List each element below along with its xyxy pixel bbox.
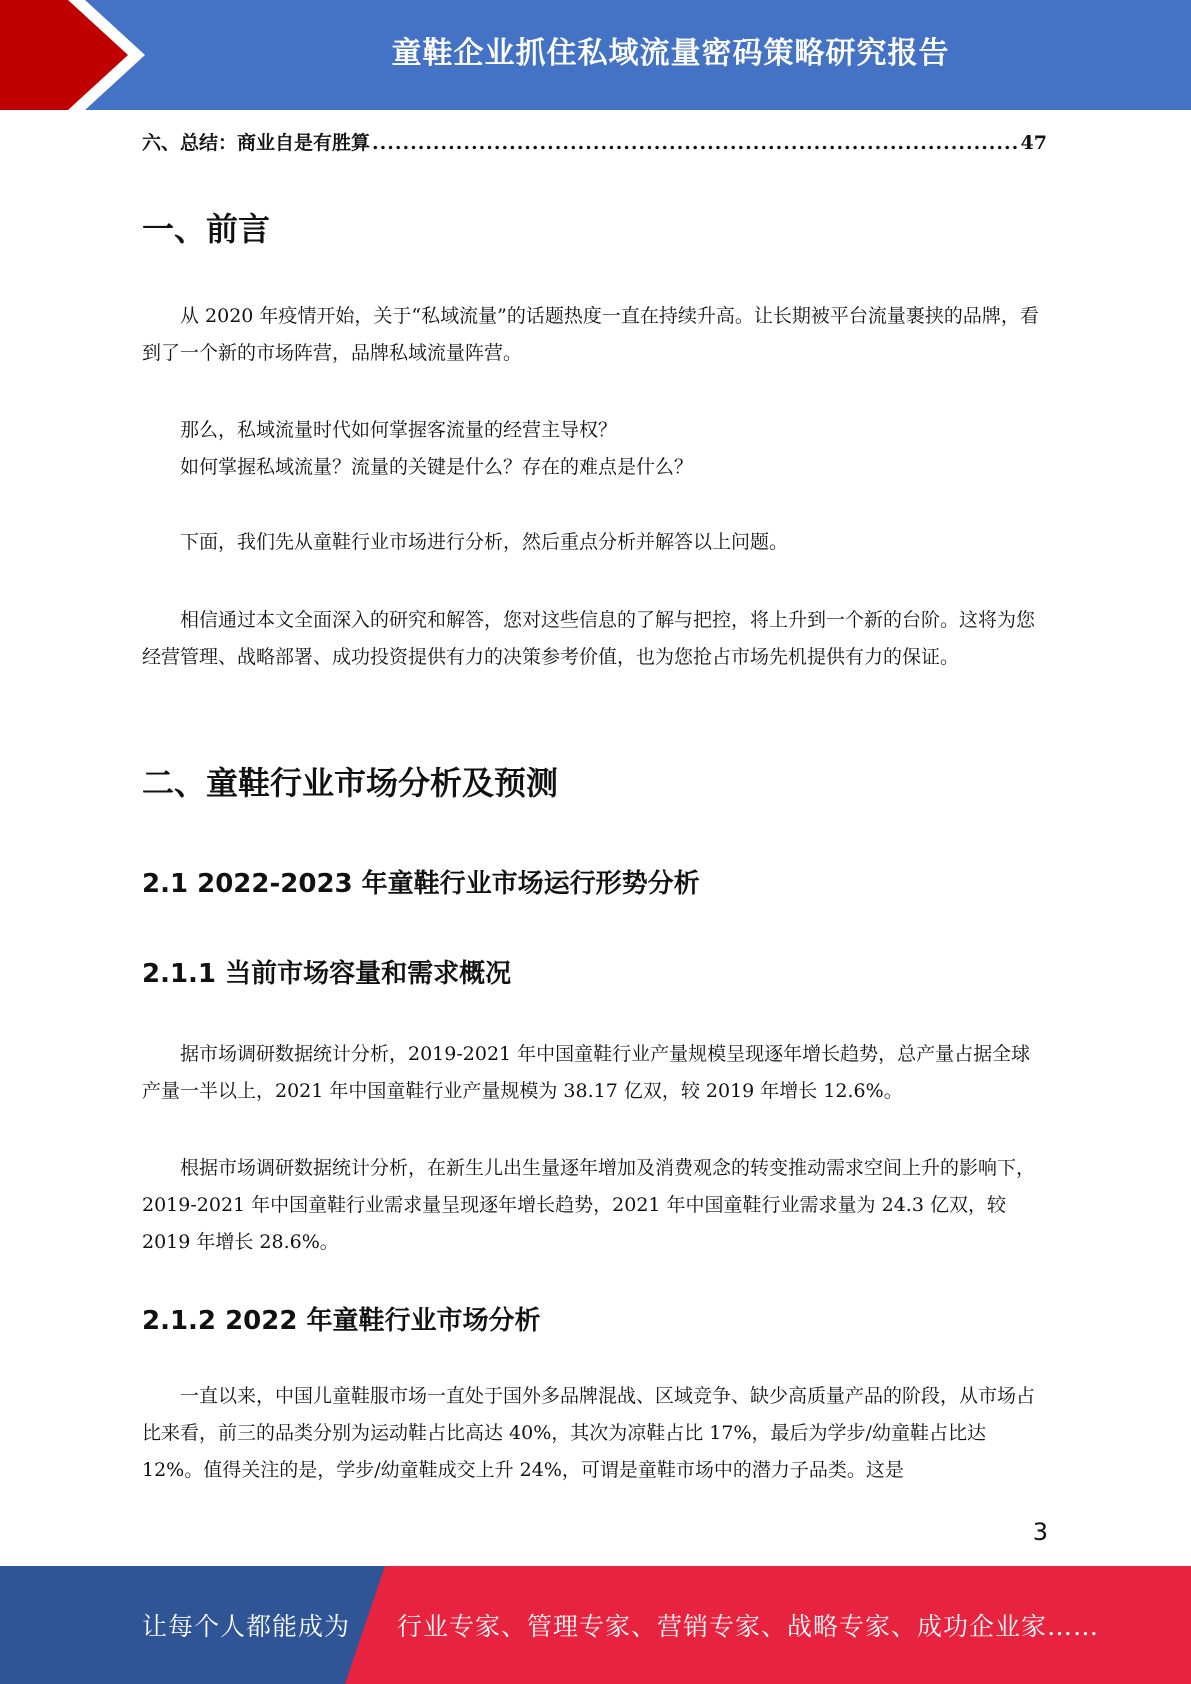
paragraph-capacity-1: 据市场调研数据统计分析，2019-2021 年中国童鞋行业产量规模呈现逐年增长趋势，总产量占据全球产量一半以上，2021 年中国童鞋行业产量规模为 38.17 亿双，较 2019 年增长 12.6%。 [142,1043,1031,1102]
subsection-heading-2-1: 2.1 2022-2023 年童鞋行业市场运行形势分析 [142,869,700,899]
footer-banner [0,1566,1191,1684]
footer-slogan-right: 行业专家、管理专家、营销专家、战略专家、成功企业家…… [397,1612,1100,1641]
paragraph-question-2: 如何掌握私域流量？流量的关键是什么？存在的难点是什么？ [180,456,694,478]
footer-slogan-left: 让每个人都能成为 [142,1612,351,1641]
page-content [142,118,1047,1481]
section-heading-preface: 一、前言 [142,210,271,248]
subsection-heading-2-1-2: 2.1.2 2022 年童鞋行业市场分析 [142,1306,541,1336]
report-title: 童鞋企业抓住私域流量密码策略研究报告 [391,36,950,71]
toc-entry-page: 47 [1020,132,1047,154]
paragraph-market-2022: 一直以来，中国儿童鞋服市场一直处于国外多品牌混战、区域竞争、缺少高质量产品的阶段，从市场占比来看，前三的品类分别为运动鞋占比高达 40%，其次为凉鞋占比 17%，最后为学步/幼童鞋占比达 12%。值得关注的是，学步/幼童鞋成交上升 24%，可谓是童鞋市场中的潜力子品类。这是 [142,1385,1036,1481]
page-number: 3 [1032,1518,1048,1546]
paragraph-question-1: 那么，私域流量时代如何掌握客流量的经营主导权？ [180,419,618,441]
subsection-heading-2-1-1: 2.1.1 当前市场容量和需求概况 [142,959,512,989]
paragraph-preface-3: 相信通过本文全面深入的研究和解答，您对这些信息的了解与把控，将上升到一个新的台阶。这将为您经营管理、战略部署、成功投资提供有力的决策参考价值，也为您抢占市场先机提供有力的保证。 [142,609,1036,668]
paragraph-preface-1: 从 2020 年疫情开始，关于“私域流量”的话题热度一直在持续升高。让长期被平台流量裹挟的品牌，看到了一个新的市场阵营，品牌私域流量阵营。 [142,305,1039,364]
section-heading-market-analysis: 二、童鞋行业市场分析及预测 [142,764,559,802]
toc-leader-dots [372,132,1019,154]
paragraph-preface-2: 下面，我们先从童鞋行业市场进行分析，然后重点分析并解答以上问题。 [180,531,789,553]
toc-entry-title: 六、总结：商业自是有胜算 [142,132,371,154]
header-banner [0,0,1191,110]
toc-entry[interactable] [142,128,1047,155]
paragraph-capacity-2: 根据市场调研数据统计分析，在新生儿出生量逐年增加及消费观念的转变推动需求空间上升的影响下，2019-2021 年中国童鞋行业需求量呈现逐年增长趋势，2021 年中国童鞋行业需求量为 24.3 亿双，较 2019 年增长 28.6%。 [142,1157,1036,1253]
